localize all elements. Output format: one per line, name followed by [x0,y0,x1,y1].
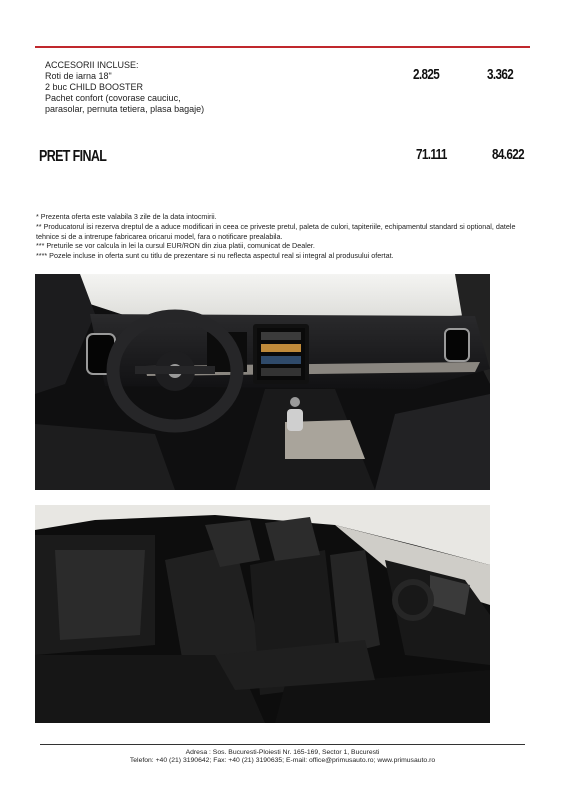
accessory-line: Pachet confort (covorase cauciuc, [45,93,181,103]
accessory-line: Roti de iarna 18" [45,71,112,81]
footnote: ** Producatorul isi rezerva dreptul de a aduce modificari in ceea ce priveste pretul, paleta de culori, tapiteriile, echipamentul standard si optional, datele tehnice si de a intrerupe fabricarea oricarui model, fara o notificare prealabila. [36,221,516,241]
footnote: **** Pozele incluse in oferta sunt cu titlu de prezentare si nu reflecta aspectul real si integral al produsului ofertat. [36,251,394,261]
final-price-label: PRET FINAL [39,148,107,165]
footer-contact: Telefon: +40 (21) 3190642; Fax: +40 (21) 3190635; E-mail: office@primusauto.ro; www.primusauto.ro [129,757,436,764]
footer-address: Adresa : Sos. Bucuresti-Ploiesti Nr. 165-169, Sector 1, Bucuresti [185,749,380,756]
accessories-heading: ACCESORII INCLUSE: [45,60,139,70]
seats-photo [35,505,490,723]
final-price-2: 84.622 [492,146,525,163]
accessory-line: parasolar, pernuta tetiera, plasa bagaje) [45,104,205,114]
accessories-price-1: 2.825 [413,66,440,83]
final-price-1: 71.111 [416,146,447,163]
dashboard-photo [35,274,490,490]
accessories-list [45,60,305,115]
footnotes [36,212,531,261]
footnote: *** Preturile se vor calcula in lei la cursul EUR/RON din ziua platii, comunicat de Dealer. [36,241,315,251]
footnote: * Prezenta oferta este valabila 3 zile de la data intocmirii. [36,212,217,221]
footer-rule [40,744,525,745]
accessory-line: 2 buc CHILD BOOSTER [45,82,144,92]
accessories-price-2: 3.362 [487,66,514,83]
header-rule [35,46,530,48]
